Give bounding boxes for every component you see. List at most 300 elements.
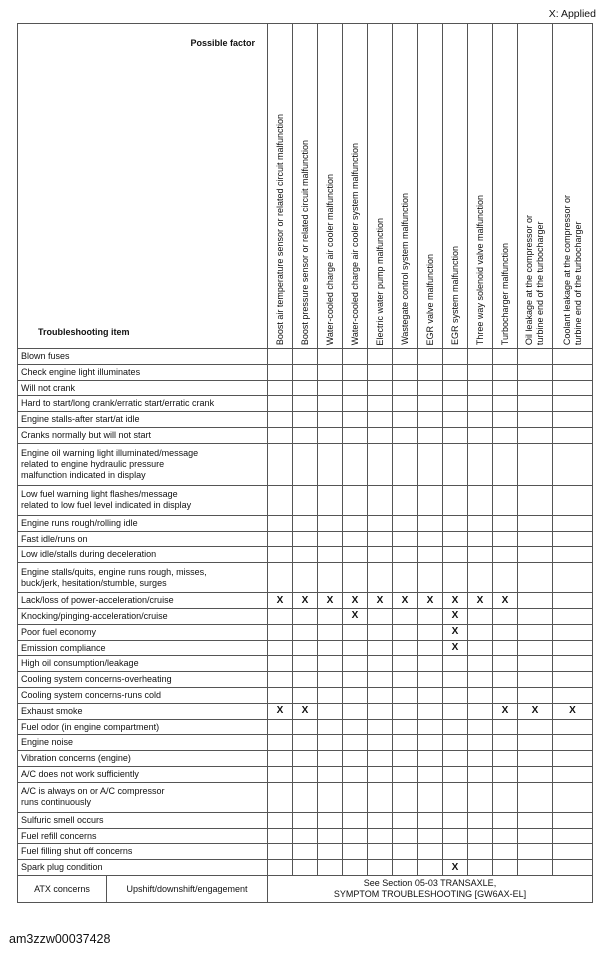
applied-mark-cell (468, 828, 493, 844)
applied-mark-cell (518, 443, 553, 485)
factor-column-label: Water-cooled charge air cooler system malfunction (349, 142, 360, 346)
applied-mark-cell (493, 547, 518, 563)
applied-mark-cell (443, 828, 468, 844)
applied-mark-cell (518, 396, 553, 412)
applied-mark-cell (318, 687, 343, 703)
applied-mark-cell (468, 364, 493, 380)
applied-mark-cell (418, 640, 443, 656)
applied-mark-cell (518, 547, 553, 563)
applied-mark-cell (293, 531, 318, 547)
applied-mark-cell (418, 751, 443, 767)
applied-mark-cell (393, 396, 418, 412)
applied-mark-cell (393, 656, 418, 672)
applied-mark-cell (418, 531, 443, 547)
applied-mark-cell (468, 687, 493, 703)
applied-mark-cell: X (393, 593, 418, 609)
applied-mark-cell (493, 412, 518, 428)
applied-mark-cell (368, 828, 393, 844)
applied-mark-cell (368, 624, 393, 640)
applied-mark-cell (418, 443, 443, 485)
applied-mark-cell (318, 703, 343, 719)
applied-mark-cell (518, 860, 553, 876)
applied-mark-cell (318, 624, 343, 640)
table-row (18, 844, 593, 860)
applied-mark-cell (518, 427, 553, 443)
applied-mark-cell (318, 844, 343, 860)
corner-cell (18, 24, 268, 349)
applied-mark-cell (368, 563, 393, 593)
applied-mark-cell (293, 640, 318, 656)
applied-mark-cell (368, 687, 393, 703)
applied-mark-cell (393, 735, 418, 751)
applied-mark-cell (318, 608, 343, 624)
applied-mark-cell (468, 412, 493, 428)
applied-mark-cell (443, 485, 468, 515)
factor-column-header (293, 24, 318, 349)
applied-mark-cell (443, 515, 468, 531)
applied-mark-cell (293, 608, 318, 624)
applied-mark-cell (318, 443, 343, 485)
applied-mark-cell (343, 860, 368, 876)
applied-mark-cell (318, 656, 343, 672)
applied-mark-cell (318, 485, 343, 515)
applied-mark-cell (553, 844, 593, 860)
applied-mark-cell (293, 735, 318, 751)
applied-mark-cell (518, 412, 553, 428)
applied-mark-cell (393, 563, 418, 593)
applied-mark-cell (343, 672, 368, 688)
applied-mark-cell (518, 844, 553, 860)
factor-column-header (368, 24, 393, 349)
troubleshooting-table (17, 23, 593, 903)
applied-mark-cell (368, 719, 393, 735)
table-row (18, 735, 593, 751)
factor-column-label: EGR system malfunction (449, 246, 460, 346)
applied-mark-cell (293, 656, 318, 672)
applied-mark-cell (393, 812, 418, 828)
applied-mark-cell (553, 443, 593, 485)
troubleshooting-item: Poor fuel economy (18, 624, 268, 640)
applied-mark-cell (518, 766, 553, 782)
table-row (18, 703, 593, 719)
applied-mark-cell (468, 719, 493, 735)
applied-mark-cell (318, 828, 343, 844)
applied-mark-cell (393, 608, 418, 624)
applied-mark-cell (518, 485, 553, 515)
applied-mark-cell (368, 751, 393, 767)
applied-mark-cell (553, 364, 593, 380)
applied-mark-cell (493, 766, 518, 782)
table-row (18, 656, 593, 672)
applied-mark-cell (318, 531, 343, 547)
troubleshooting-item: Fuel refill concerns (18, 828, 268, 844)
applied-mark-cell (293, 547, 318, 563)
table-row (18, 443, 593, 485)
table-row (18, 563, 593, 593)
applied-mark-cell (553, 547, 593, 563)
applied-mark-cell (293, 844, 318, 860)
applied-mark-cell (418, 624, 443, 640)
applied-mark-cell (493, 687, 518, 703)
factor-column-header (343, 24, 368, 349)
applied-mark-cell (418, 608, 443, 624)
applied-mark-cell (318, 349, 343, 365)
applied-mark-cell (553, 412, 593, 428)
applied-mark-cell (368, 443, 393, 485)
applied-mark-cell (418, 412, 443, 428)
applied-mark-cell (418, 703, 443, 719)
factor-column-header (553, 24, 593, 349)
applied-mark-cell (553, 766, 593, 782)
applied-mark-cell (468, 396, 493, 412)
applied-mark-cell (318, 640, 343, 656)
troubleshooting-item: Hard to start/long crank/erratic start/erratic crank (18, 396, 268, 412)
applied-mark-cell: X (418, 593, 443, 609)
applied-mark-cell (368, 547, 393, 563)
table-row (18, 751, 593, 767)
possible-factor-label: Possible factor (190, 38, 255, 48)
applied-mark-cell (343, 735, 368, 751)
applied-mark-cell (268, 828, 293, 844)
applied-mark-cell (293, 751, 318, 767)
factor-column-label: EGR valve malfunction (424, 253, 435, 346)
legend: X: Applied (548, 8, 596, 20)
applied-mark-cell (418, 672, 443, 688)
factor-column-header (393, 24, 418, 349)
applied-mark-cell (518, 782, 553, 812)
applied-mark-cell (418, 380, 443, 396)
applied-mark-cell (343, 412, 368, 428)
applied-mark-cell (418, 547, 443, 563)
applied-mark-cell (268, 563, 293, 593)
applied-mark-cell (393, 485, 418, 515)
applied-mark-cell (368, 812, 393, 828)
applied-mark-cell: X (468, 593, 493, 609)
applied-mark-cell (468, 656, 493, 672)
applied-mark-cell (318, 751, 343, 767)
applied-mark-cell (443, 687, 468, 703)
applied-mark-cell (343, 766, 368, 782)
applied-mark-cell (268, 766, 293, 782)
applied-mark-cell (318, 412, 343, 428)
applied-mark-cell (418, 860, 443, 876)
applied-mark-cell (343, 719, 368, 735)
applied-mark-cell (468, 531, 493, 547)
applied-mark-cell (343, 427, 368, 443)
applied-mark-cell (268, 719, 293, 735)
applied-mark-cell (468, 782, 493, 812)
applied-mark-cell (468, 672, 493, 688)
applied-mark-cell (393, 380, 418, 396)
troubleshooting-item: Vibration concerns (engine) (18, 751, 268, 767)
applied-mark-cell (268, 735, 293, 751)
table-row (18, 349, 593, 365)
troubleshooting-item: Low idle/stalls during deceleration (18, 547, 268, 563)
applied-mark-cell (368, 396, 393, 412)
applied-mark-cell (343, 782, 368, 812)
applied-mark-cell (468, 427, 493, 443)
factor-column-header (468, 24, 493, 349)
applied-mark-cell (443, 412, 468, 428)
applied-mark-cell (343, 485, 368, 515)
applied-mark-cell (393, 751, 418, 767)
troubleshooting-item: Lack/loss of power-acceleration/cruise (18, 593, 268, 609)
applied-mark-cell (293, 719, 318, 735)
applied-mark-cell (268, 812, 293, 828)
applied-mark-cell (518, 640, 553, 656)
applied-mark-cell (493, 515, 518, 531)
applied-mark-cell (393, 687, 418, 703)
applied-mark-cell (268, 687, 293, 703)
applied-mark-cell (393, 515, 418, 531)
applied-mark-cell (368, 703, 393, 719)
factor-column-label: Boost pressure sensor or related circuit malfunction (299, 140, 310, 346)
applied-mark-cell (318, 735, 343, 751)
applied-mark-cell (268, 427, 293, 443)
applied-mark-cell (318, 860, 343, 876)
applied-mark-cell (443, 812, 468, 828)
applied-mark-cell (393, 782, 418, 812)
applied-mark-cell (268, 547, 293, 563)
table-row (18, 782, 593, 812)
applied-mark-cell (553, 860, 593, 876)
table-row (18, 485, 593, 515)
applied-mark-cell (368, 656, 393, 672)
applied-mark-cell (553, 380, 593, 396)
applied-mark-cell (393, 349, 418, 365)
troubleshooting-item: Fuel odor (in engine compartment) (18, 719, 268, 735)
factor-column-header (493, 24, 518, 349)
applied-mark-cell (518, 687, 553, 703)
applied-mark-cell (553, 672, 593, 688)
applied-mark-cell (268, 860, 293, 876)
factor-column-label: Electric water pump malfunction (374, 217, 385, 346)
factor-column-header (443, 24, 468, 349)
applied-mark-cell (268, 485, 293, 515)
applied-mark-cell (493, 531, 518, 547)
applied-mark-cell (493, 656, 518, 672)
applied-mark-cell: X (293, 593, 318, 609)
applied-mark-cell (293, 672, 318, 688)
applied-mark-cell (368, 860, 393, 876)
applied-mark-cell (553, 735, 593, 751)
applied-mark-cell (443, 672, 468, 688)
applied-mark-cell (493, 735, 518, 751)
applied-mark-cell (518, 828, 553, 844)
applied-mark-cell (468, 515, 493, 531)
applied-mark-cell (518, 719, 553, 735)
applied-mark-cell (393, 412, 418, 428)
applied-mark-cell (553, 687, 593, 703)
applied-mark-cell (268, 531, 293, 547)
troubleshooting-item: Sulfuric smell occurs (18, 812, 268, 828)
applied-mark-cell (293, 412, 318, 428)
table-row (18, 412, 593, 428)
applied-mark-cell (418, 396, 443, 412)
applied-mark-cell (493, 719, 518, 735)
table-row (18, 427, 593, 443)
applied-mark-cell (268, 412, 293, 428)
applied-mark-cell (368, 349, 393, 365)
applied-mark-cell (418, 719, 443, 735)
atx-section-reference: See Section 05-03 TRANSAXLE, SYMPTOM TROUBLESHOOTING [GW6AX-EL] (268, 875, 593, 902)
applied-mark-cell (553, 640, 593, 656)
applied-mark-cell (493, 751, 518, 767)
applied-mark-cell (468, 751, 493, 767)
table-row (18, 812, 593, 828)
applied-mark-cell (393, 672, 418, 688)
applied-mark-cell (493, 812, 518, 828)
applied-mark-cell (343, 844, 368, 860)
applied-mark-cell (468, 485, 493, 515)
table-row (18, 766, 593, 782)
applied-mark-cell (468, 563, 493, 593)
applied-mark-cell (343, 443, 368, 485)
table-row (18, 624, 593, 640)
table-body (18, 349, 593, 903)
applied-mark-cell (553, 624, 593, 640)
troubleshooting-item: Fast idle/runs on (18, 531, 268, 547)
applied-mark-cell (418, 735, 443, 751)
applied-mark-cell (443, 844, 468, 860)
applied-mark-cell (493, 364, 518, 380)
applied-mark-cell (393, 427, 418, 443)
applied-mark-cell (368, 735, 393, 751)
applied-mark-cell (553, 427, 593, 443)
applied-mark-cell (268, 751, 293, 767)
applied-mark-cell (293, 515, 318, 531)
applied-mark-cell: X (493, 703, 518, 719)
applied-mark-cell (443, 349, 468, 365)
applied-mark-cell (293, 427, 318, 443)
factor-column-label: Boost air temperature sensor or related circuit malfunction (274, 114, 285, 346)
applied-mark-cell (418, 515, 443, 531)
factor-column-header (268, 24, 293, 349)
applied-mark-cell (368, 608, 393, 624)
applied-mark-cell (368, 427, 393, 443)
table-row (18, 531, 593, 547)
table-row (18, 828, 593, 844)
applied-mark-cell (368, 640, 393, 656)
applied-mark-cell (443, 380, 468, 396)
troubleshooting-item: Engine noise (18, 735, 268, 751)
applied-mark-cell (343, 751, 368, 767)
troubleshooting-item: Will not crank (18, 380, 268, 396)
atx-concerns-subitem: Upshift/downshift/engagement (107, 875, 268, 902)
applied-mark-cell (343, 396, 368, 412)
applied-mark-cell (418, 782, 443, 812)
applied-mark-cell (368, 782, 393, 812)
applied-mark-cell (443, 364, 468, 380)
applied-mark-cell (468, 766, 493, 782)
factor-column-header (318, 24, 343, 349)
applied-mark-cell (443, 703, 468, 719)
applied-mark-cell (293, 782, 318, 812)
applied-mark-cell (268, 443, 293, 485)
applied-mark-cell: X (443, 608, 468, 624)
table-row (18, 593, 593, 609)
troubleshooting-item: Cooling system concerns-overheating (18, 672, 268, 688)
applied-mark-cell (493, 782, 518, 812)
applied-mark-cell (268, 364, 293, 380)
applied-mark-cell (553, 563, 593, 593)
applied-mark-cell (393, 766, 418, 782)
applied-mark-cell (468, 624, 493, 640)
applied-mark-cell (368, 380, 393, 396)
applied-mark-cell (368, 364, 393, 380)
applied-mark-cell (343, 703, 368, 719)
applied-mark-cell (553, 719, 593, 735)
applied-mark-cell (318, 563, 343, 593)
applied-mark-cell (293, 563, 318, 593)
applied-mark-cell (393, 860, 418, 876)
applied-mark-cell (468, 860, 493, 876)
applied-mark-cell (293, 828, 318, 844)
applied-mark-cell (343, 640, 368, 656)
applied-mark-cell (518, 672, 553, 688)
applied-mark-cell (418, 687, 443, 703)
applied-mark-cell: X (443, 593, 468, 609)
applied-mark-cell (393, 703, 418, 719)
applied-mark-cell (493, 624, 518, 640)
applied-mark-cell: X (318, 593, 343, 609)
atx-concerns-row (18, 875, 593, 902)
applied-mark-cell (553, 656, 593, 672)
applied-mark-cell (518, 563, 553, 593)
troubleshooting-item: A/C does not work sufficiently (18, 766, 268, 782)
applied-mark-cell (368, 531, 393, 547)
table-row (18, 547, 593, 563)
applied-mark-cell (268, 380, 293, 396)
applied-mark-cell (268, 782, 293, 812)
applied-mark-cell: X (343, 608, 368, 624)
applied-mark-cell (293, 396, 318, 412)
applied-mark-cell (393, 844, 418, 860)
applied-mark-cell (343, 563, 368, 593)
applied-mark-cell (268, 672, 293, 688)
applied-mark-cell: X (293, 703, 318, 719)
applied-mark-cell (443, 735, 468, 751)
applied-mark-cell (443, 782, 468, 812)
applied-mark-cell (468, 735, 493, 751)
applied-mark-cell (318, 364, 343, 380)
applied-mark-cell (553, 531, 593, 547)
applied-mark-cell (443, 443, 468, 485)
applied-mark-cell (293, 485, 318, 515)
applied-mark-cell (393, 443, 418, 485)
troubleshooting-item: Fuel filling shut off concerns (18, 844, 268, 860)
applied-mark-cell (553, 396, 593, 412)
applied-mark-cell (493, 672, 518, 688)
applied-mark-cell (393, 624, 418, 640)
table-row (18, 860, 593, 876)
applied-mark-cell (468, 349, 493, 365)
applied-mark-cell: X (443, 640, 468, 656)
applied-mark-cell (443, 719, 468, 735)
applied-mark-cell (493, 380, 518, 396)
factor-column-label: Three way solenoid valve malfunction (474, 195, 485, 346)
applied-mark-cell (268, 349, 293, 365)
troubleshooting-item: Blown fuses (18, 349, 268, 365)
applied-mark-cell (418, 563, 443, 593)
applied-mark-cell (343, 687, 368, 703)
applied-mark-cell (318, 672, 343, 688)
applied-mark-cell: X (443, 860, 468, 876)
applied-mark-cell (318, 396, 343, 412)
applied-mark-cell (343, 624, 368, 640)
table-row (18, 672, 593, 688)
applied-mark-cell (343, 515, 368, 531)
